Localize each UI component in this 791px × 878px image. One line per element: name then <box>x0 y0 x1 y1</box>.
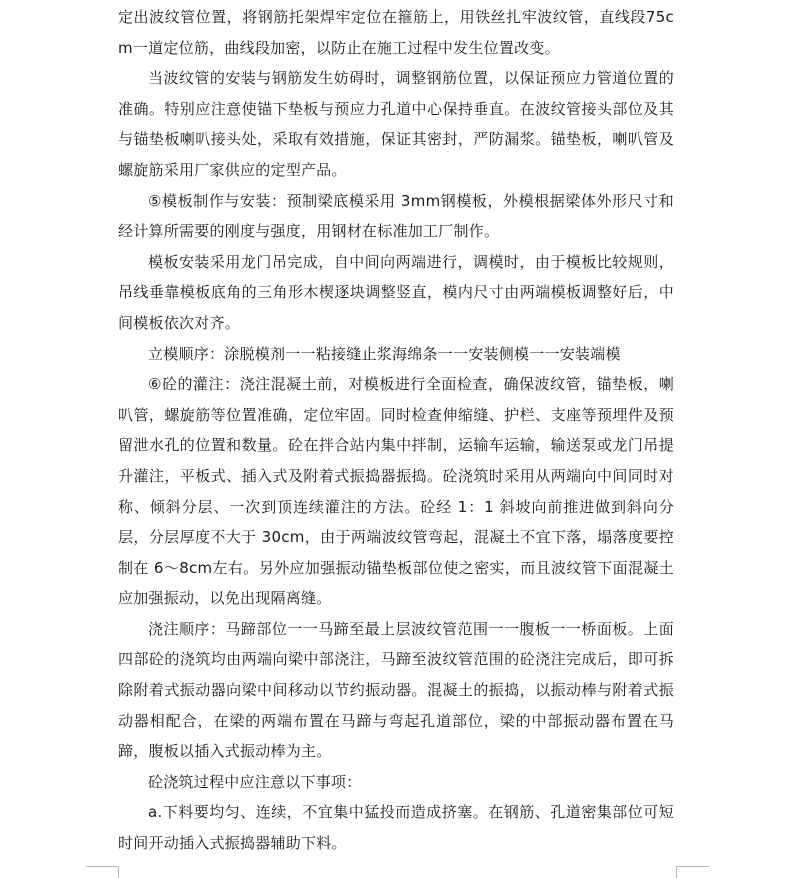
document-body <box>118 2 674 859</box>
page-corner-mark-left <box>86 866 119 878</box>
paragraph-7: 浇注顺序：马蹄部位一一马蹄至最上层波纹管范围一一腹板一一桥面板。上面四部砼的浇筑均由两端向梁中部浇注，马蹄至波纹管范围的砼浇注完成后，即可拆除附着式振动器向梁中间移动以节约振动器。混凝土的振捣，以振动棒与附着式振动器相配合，在梁的两端布置在马蹄与弯起孔道部位，梁的中部振动器布置在马蹄，腹板以插入式振动棒为主。 <box>118 619 674 761</box>
paragraph-5: 立模顺序：涂脱模剂一一粘接缝止浆海绵条一一安装侧模一一安装端模 <box>148 344 621 363</box>
paragraph-6: ⑥砼的灌注：浇注混凝土前，对模板进行全面检查，确保波纹管，锚垫板，喇叭管，螺旋筋等位置准确，定位牢固。同时检查伸缩缝、护栏、支座等预埋件及预留泄水孔的位置和数量。砼在拌合站内集中拌制，运输车运输，输送泵或龙门吊提升灌注，平板式、插入式及附着式振捣器振捣。砼浇筑时采用从两端向中间同时对称、倾斜分层、一次到顶连续灌注的方法。砼经 1：1 斜坡向前推进做到斜向分层，分层厚度不大于 30cm，由于两端波纹管弯起，混凝土不宜下落，塌落度要控制在 6～8cm左右。另外应加强振动锚垫板部位使之密实，而且波纹管下面混凝土应加强振动，以免出现隔离缝。 <box>118 375 674 608</box>
paragraph-4: 模板安装采用龙门吊完成，自中间向两端进行，调模时，由于模板比较规则，吊线垂靠模板底角的三角形木楔逐块调整竖直，模内尺寸由两端模板调整好后，中间模板依次对齐。 <box>118 252 674 332</box>
paragraph-1: 定出波纹管位置，将钢筋托架焊牢定位在箍筋上，用铁丝扎牢波纹管，直线段75cm一道定位筋，曲线段加密，以防止在施工过程中发生位置改变。 <box>118 8 674 57</box>
page-corner-mark-right <box>676 866 709 878</box>
paragraph-8: 砼浇筑过程中应注意以下事项： <box>148 772 362 791</box>
paragraph-2: 当波纹管的安装与钢筋发生妨碍时，调整钢筋位置，以保证预应力管道位置的准确。特别应注意使锚下垫板与预应力孔道中心保持垂直。在波纹管接头部位及其与锚垫板喇叭接头处，采取有效措施，保证其密封，严防漏浆。锚垫板，喇叭管及螺旋筋采用厂家供应的定型产品。 <box>118 69 674 179</box>
paragraph-9: a.下料要均匀、连续，不宜集中猛投而造成挤塞。在钢筋、孔道密集部位可短时间开动插入式振捣器辅助下料。 <box>118 803 674 853</box>
paragraph-3: ⑤模板制作与安装：预制梁底模采用 3mm钢模板，外模根据梁体外形尺寸和经计算所需要的刚度与强度，用钢材在标准加工厂制作。 <box>118 191 674 241</box>
